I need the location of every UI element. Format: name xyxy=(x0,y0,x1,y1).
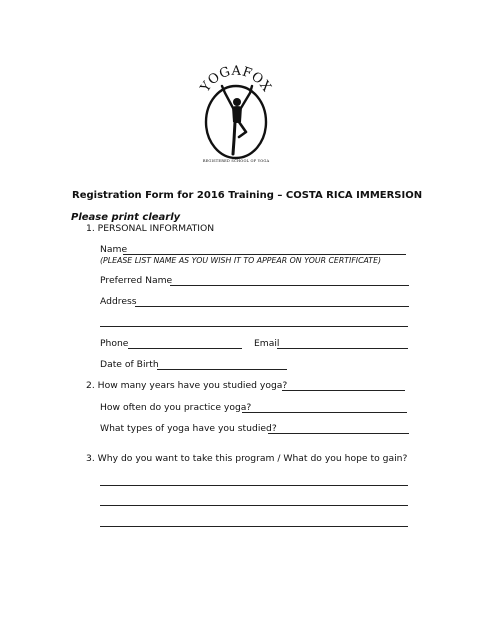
name-label: Name xyxy=(100,244,128,255)
address-field-line-2[interactable] xyxy=(100,326,408,327)
yoga-types-question: What types of yoga have you studied? xyxy=(100,423,277,434)
motivation-field-line-2[interactable] xyxy=(100,505,408,506)
motivation-field-line-3[interactable] xyxy=(100,526,408,527)
practice-frequency-field[interactable] xyxy=(242,412,407,413)
address-label: Address xyxy=(100,296,137,307)
name-note: (PLEASE LIST NAME AS YOU WISH IT TO APPEAR ON YOUR CERTIFICATE) xyxy=(100,256,382,265)
dancer-figure xyxy=(222,86,252,154)
form-title: Registration Form for 2016 Training – COSTA RICA IMMERSION xyxy=(72,190,423,201)
section-personal-information-heading: 1. PERSONAL INFORMATION xyxy=(86,223,215,234)
address-field[interactable] xyxy=(135,306,409,307)
email-label: Email xyxy=(254,338,280,349)
print-instruction: Please print clearly xyxy=(71,212,181,223)
motivation-question: 3. Why do you want to take this program / What do you hope to gain? xyxy=(86,453,408,464)
yogafox-logo xyxy=(196,52,276,164)
email-field[interactable] xyxy=(277,348,408,349)
phone-field[interactable] xyxy=(128,348,242,349)
preferred-name-label: Preferred Name xyxy=(100,275,173,286)
date-of-birth-label: Date of Birth xyxy=(100,359,159,370)
logo-subtitle: REGISTERED SCHOOL OF YOGA xyxy=(202,159,270,163)
motivation-field-line-1[interactable] xyxy=(100,485,408,486)
years-studied-question: 2. How many years have you studied yoga? xyxy=(86,380,288,391)
name-field[interactable] xyxy=(123,254,406,255)
logo-name: YOGAFOX xyxy=(197,63,275,96)
date-of-birth-field[interactable] xyxy=(157,369,287,370)
phone-label: Phone xyxy=(100,338,129,349)
preferred-name-field[interactable] xyxy=(170,285,409,286)
practice-frequency-question: How often do you practice yoga? xyxy=(100,402,252,413)
years-studied-field[interactable] xyxy=(282,390,405,391)
yoga-types-field[interactable] xyxy=(268,433,409,434)
